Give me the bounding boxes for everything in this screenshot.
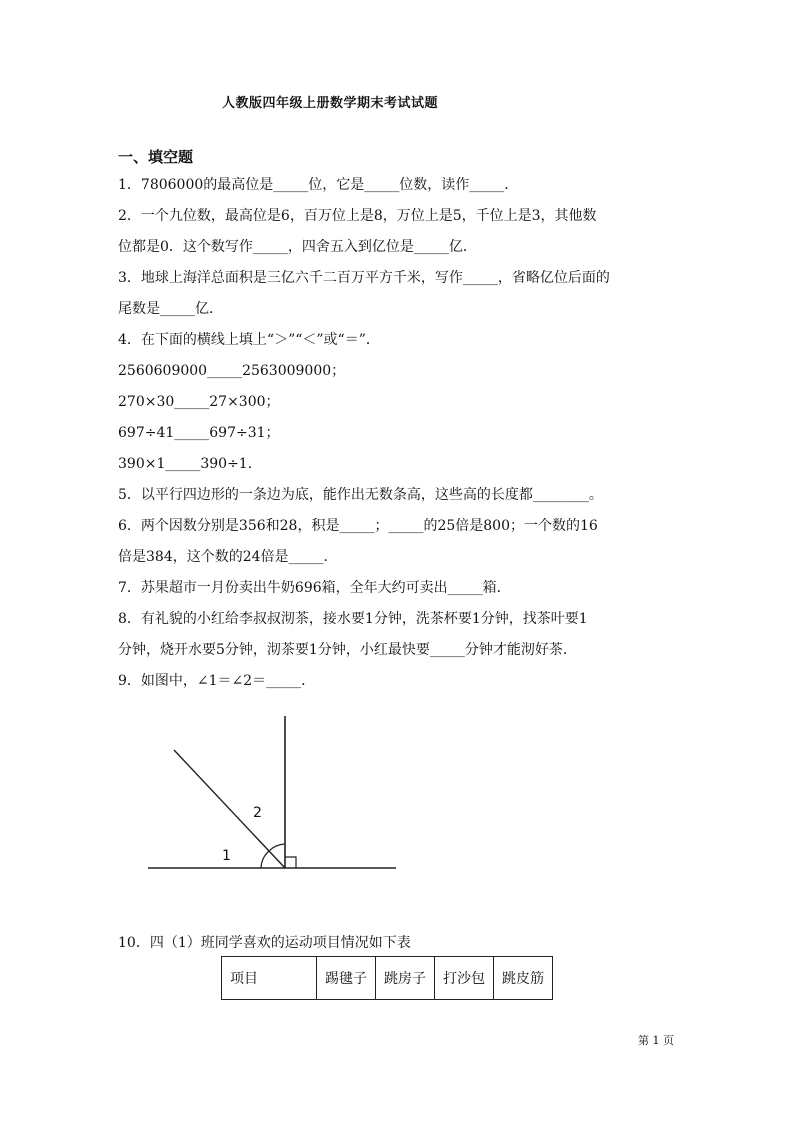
question-line: 7．苏果超市一月份卖出牛奶696箱，全年大约可卖出_____箱． (118, 580, 511, 596)
question-line: 2．一个九位数，最高位是6，百万位上是8，万位上是5，千位上是3，其他数 (118, 208, 597, 224)
angle-label-1: 1 (222, 848, 231, 864)
question-line: 9．如图中，∠1＝∠2＝_____． (118, 673, 316, 689)
section-heading: 一、填空题 (118, 148, 194, 166)
question-line: 270×30_____27×300； (118, 394, 280, 410)
right-angle-mark (285, 857, 296, 868)
angle-1-arc (261, 851, 269, 868)
table-cell: 跳房子 (376, 957, 435, 1000)
question-line: 390×1_____390÷1． (118, 456, 262, 472)
question-line: 分钟，烧开水要5分钟，沏茶要1分钟，小红最快要_____分钟才能沏好茶． (118, 642, 577, 658)
table-cell: 打沙包 (435, 957, 494, 1000)
question-line: 697÷41_____697÷31； (118, 425, 280, 441)
question-line: 位都是0．这个数写作_____，四舍五入到亿位是_____亿． (118, 239, 477, 255)
angle-figure (140, 712, 400, 878)
question-line: 4．在下面的横线上填上“＞”“＜”或“＝”． (118, 332, 380, 348)
question-10: 10．四（1）班同学喜欢的运动项目情况如下表 (118, 935, 411, 951)
table-cell: 踢毽子 (317, 957, 376, 1000)
angle-label-2: 2 (253, 805, 262, 821)
sports-table (221, 956, 553, 1000)
question-line: 5．以平行四边形的一条边为底，能作出无数条高，这些高的长度都________。 (118, 487, 603, 503)
question-line: 2560609000_____2563009000； (118, 363, 346, 379)
document-title: 人教版四年级上册数学期末考试试题 (221, 96, 438, 111)
question-line: 倍是384，这个数的24倍是_____． (118, 549, 338, 565)
question-line: 1．7806000的最高位是_____位，它是_____位数，读作_____． (118, 177, 519, 193)
question-line: 8．有礼貌的小红给李叔叔沏茶，接水要1分钟，洗茶杯要1分钟，找茶叶要1 (118, 611, 588, 627)
question-line: 尾数是_____亿． (118, 301, 223, 317)
question-line: 6．两个因数分别是356和28，积是_____；_____的25倍是800；一个数的16 (118, 518, 598, 534)
table-cell: 跳皮筋 (494, 957, 553, 1000)
page-number: 第 1 页 (638, 1034, 674, 1047)
table-cell: 项目 (222, 957, 317, 1000)
question-line: 3．地球上海洋总面积是三亿六千二百万平方千米，写作_____，省略亿位后面的 (118, 270, 610, 286)
table-row (222, 957, 553, 1000)
angle-2-arc (269, 844, 285, 851)
